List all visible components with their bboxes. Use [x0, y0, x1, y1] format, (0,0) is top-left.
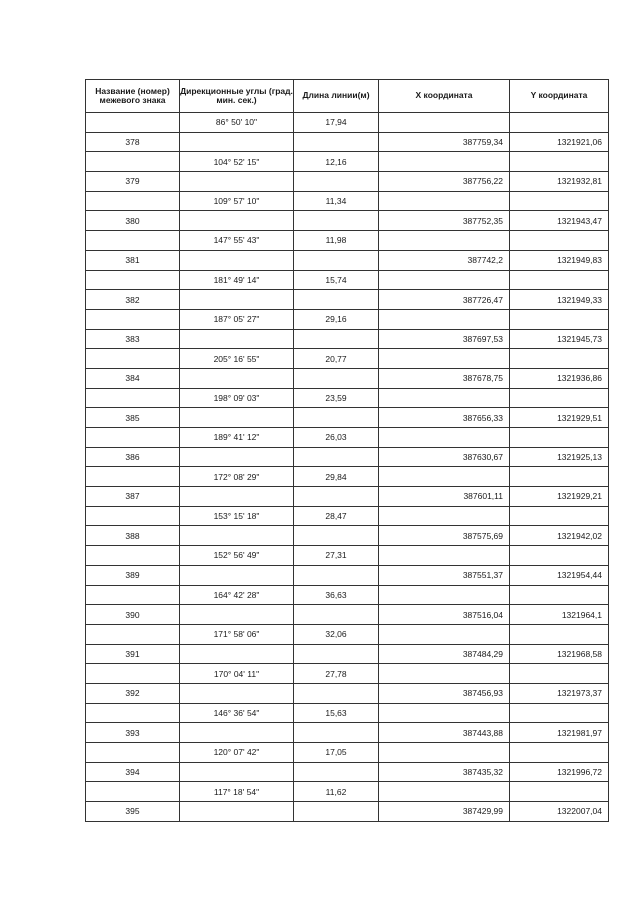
length-cell-empty [294, 487, 379, 507]
directional-angle-cell: 187° 05' 27" [180, 309, 294, 329]
point-name-cell: 386 [86, 447, 180, 467]
y-coordinate-cell-empty [510, 231, 609, 251]
point-name-cell-empty [86, 231, 180, 251]
y-coordinate-cell-empty [510, 624, 609, 644]
table-row-segment [86, 546, 609, 566]
y-coordinate-cell: 1321973,37 [510, 683, 609, 703]
point-name-cell: 392 [86, 683, 180, 703]
x-coordinate-cell: 387630,67 [379, 447, 510, 467]
table-body [86, 113, 609, 822]
y-coordinate-cell-empty [510, 428, 609, 448]
y-coordinate-cell: 1321949,33 [510, 290, 609, 310]
point-name-cell-empty [86, 782, 180, 802]
point-name-cell: 393 [86, 723, 180, 743]
y-coordinate-cell-empty [510, 113, 609, 133]
point-name-cell: 387 [86, 487, 180, 507]
x-coordinate-cell: 387752,35 [379, 211, 510, 231]
y-coordinate-cell: 1321945,73 [510, 329, 609, 349]
x-coordinate-cell: 387601,11 [379, 487, 510, 507]
x-coordinate-cell: 387678,75 [379, 368, 510, 388]
line-length-cell: 29,16 [294, 309, 379, 329]
y-coordinate-cell-empty [510, 664, 609, 684]
y-coordinate-cell: 1321968,58 [510, 644, 609, 664]
table-row-point [86, 802, 609, 822]
y-coordinate-cell: 1321996,72 [510, 762, 609, 782]
x-coordinate-cell-empty [379, 349, 510, 369]
directional-angle-cell: 172° 08' 29" [180, 467, 294, 487]
table-row-point [86, 605, 609, 625]
y-coordinate-cell: 1321921,06 [510, 132, 609, 152]
line-length-cell: 17,05 [294, 743, 379, 763]
table-row-segment [86, 782, 609, 802]
point-name-cell-empty [86, 309, 180, 329]
point-name-cell-empty [86, 467, 180, 487]
directional-angle-cell: 146° 36' 54" [180, 703, 294, 723]
angle-cell-empty [180, 802, 294, 822]
x-coordinate-cell: 387759,34 [379, 132, 510, 152]
line-length-cell: 11,98 [294, 231, 379, 251]
length-cell-empty [294, 644, 379, 664]
x-coordinate-cell-empty [379, 703, 510, 723]
length-cell-empty [294, 290, 379, 310]
point-name-cell: 379 [86, 172, 180, 192]
point-name-cell: 380 [86, 211, 180, 231]
x-coordinate-cell-empty [379, 113, 510, 133]
table-row-segment [86, 388, 609, 408]
point-name-cell-empty [86, 546, 180, 566]
line-length-cell: 29,84 [294, 467, 379, 487]
header-x-coordinate: Х координата [379, 80, 510, 113]
point-name-cell-empty [86, 270, 180, 290]
angle-cell-empty [180, 723, 294, 743]
angle-cell-empty [180, 526, 294, 546]
angle-cell-empty [180, 644, 294, 664]
directional-angle-cell: 117° 18' 54" [180, 782, 294, 802]
directional-angle-cell: 153° 15' 18" [180, 506, 294, 526]
x-coordinate-cell-empty [379, 585, 510, 605]
table-row-segment [86, 585, 609, 605]
x-coordinate-cell: 387756,22 [379, 172, 510, 192]
table-row-point [86, 250, 609, 270]
table-row-point [86, 211, 609, 231]
y-coordinate-cell: 1321949,83 [510, 250, 609, 270]
table-row-segment [86, 743, 609, 763]
directional-angle-cell: 205° 16' 55" [180, 349, 294, 369]
length-cell-empty [294, 723, 379, 743]
table-row-point [86, 329, 609, 349]
directional-angle-cell: 189° 41' 12" [180, 428, 294, 448]
table-row-point [86, 762, 609, 782]
point-name-cell: 394 [86, 762, 180, 782]
length-cell-empty [294, 683, 379, 703]
header-y-coordinate: Y координата [510, 80, 609, 113]
line-length-cell: 12,16 [294, 152, 379, 172]
y-coordinate-cell: 1321942,02 [510, 526, 609, 546]
angle-cell-empty [180, 211, 294, 231]
angle-cell-empty [180, 605, 294, 625]
table-row-segment [86, 467, 609, 487]
length-cell-empty [294, 802, 379, 822]
angle-cell-empty [180, 762, 294, 782]
y-coordinate-cell: 1321954,44 [510, 565, 609, 585]
y-coordinate-cell-empty [510, 270, 609, 290]
directional-angle-cell: 86° 50' 10" [180, 113, 294, 133]
point-name-cell-empty [86, 506, 180, 526]
point-name-cell-empty [86, 152, 180, 172]
point-name-cell: 388 [86, 526, 180, 546]
x-coordinate-cell-empty [379, 467, 510, 487]
point-name-cell-empty [86, 624, 180, 644]
angle-cell-empty [180, 408, 294, 428]
point-name-cell: 378 [86, 132, 180, 152]
table-row-point [86, 683, 609, 703]
point-name-cell: 382 [86, 290, 180, 310]
line-length-cell: 32,06 [294, 624, 379, 644]
angle-cell-empty [180, 132, 294, 152]
line-length-cell: 23,59 [294, 388, 379, 408]
table-row-segment [86, 664, 609, 684]
y-coordinate-cell-empty [510, 506, 609, 526]
table-header-row [86, 80, 609, 113]
angle-cell-empty [180, 447, 294, 467]
line-length-cell: 28,47 [294, 506, 379, 526]
point-name-cell-empty [86, 703, 180, 723]
table-row-segment [86, 113, 609, 133]
line-length-cell: 36,63 [294, 585, 379, 605]
x-coordinate-cell-empty [379, 624, 510, 644]
boundary-coordinates-table [85, 79, 609, 822]
y-coordinate-cell: 1321929,21 [510, 487, 609, 507]
x-coordinate-cell: 387516,04 [379, 605, 510, 625]
point-name-cell-empty [86, 349, 180, 369]
line-length-cell: 11,34 [294, 191, 379, 211]
x-coordinate-cell: 387456,93 [379, 683, 510, 703]
table-row-point [86, 487, 609, 507]
x-coordinate-cell-empty [379, 664, 510, 684]
table-row-segment [86, 270, 609, 290]
x-coordinate-cell: 387435,32 [379, 762, 510, 782]
table-row-point [86, 290, 609, 310]
angle-cell-empty [180, 565, 294, 585]
point-name-cell-empty [86, 743, 180, 763]
point-name-cell-empty [86, 428, 180, 448]
point-name-cell-empty [86, 113, 180, 133]
y-coordinate-cell-empty [510, 467, 609, 487]
point-name-cell: 384 [86, 368, 180, 388]
x-coordinate-cell-empty [379, 309, 510, 329]
table-row-point [86, 565, 609, 585]
x-coordinate-cell-empty [379, 152, 510, 172]
length-cell-empty [294, 447, 379, 467]
table-row-segment [86, 506, 609, 526]
header-line-length: Длина линии(м) [294, 80, 379, 113]
x-coordinate-cell: 387575,69 [379, 526, 510, 546]
table-row-segment [86, 349, 609, 369]
angle-cell-empty [180, 683, 294, 703]
length-cell-empty [294, 172, 379, 192]
table-row-point [86, 526, 609, 546]
y-coordinate-cell: 1321932,81 [510, 172, 609, 192]
y-coordinate-cell: 1322007,04 [510, 802, 609, 822]
x-coordinate-cell-empty [379, 782, 510, 802]
directional-angle-cell: 170° 04' 11" [180, 664, 294, 684]
table-row-segment [86, 624, 609, 644]
y-coordinate-cell-empty [510, 152, 609, 172]
length-cell-empty [294, 368, 379, 388]
x-coordinate-cell: 387656,33 [379, 408, 510, 428]
directional-angle-cell: 120° 07' 42" [180, 743, 294, 763]
point-name-cell: 395 [86, 802, 180, 822]
point-name-cell-empty [86, 388, 180, 408]
line-length-cell: 27,31 [294, 546, 379, 566]
x-coordinate-cell-empty [379, 546, 510, 566]
line-length-cell: 15,63 [294, 703, 379, 723]
angle-cell-empty [180, 487, 294, 507]
y-coordinate-cell: 1321925,13 [510, 447, 609, 467]
y-coordinate-cell-empty [510, 585, 609, 605]
x-coordinate-cell: 387726,47 [379, 290, 510, 310]
table-row-segment [86, 191, 609, 211]
table-row-segment [86, 703, 609, 723]
table-row-point [86, 447, 609, 467]
y-coordinate-cell-empty [510, 782, 609, 802]
directional-angle-cell: 198° 09' 03" [180, 388, 294, 408]
line-length-cell: 17,94 [294, 113, 379, 133]
point-name-cell: 389 [86, 565, 180, 585]
directional-angle-cell: 147° 55' 43" [180, 231, 294, 251]
point-name-cell: 385 [86, 408, 180, 428]
table-row-point [86, 172, 609, 192]
length-cell-empty [294, 250, 379, 270]
x-coordinate-cell-empty [379, 191, 510, 211]
length-cell-empty [294, 132, 379, 152]
y-coordinate-cell-empty [510, 309, 609, 329]
point-name-cell-empty [86, 664, 180, 684]
length-cell-empty [294, 762, 379, 782]
length-cell-empty [294, 565, 379, 585]
x-coordinate-cell: 387484,29 [379, 644, 510, 664]
y-coordinate-cell-empty [510, 703, 609, 723]
length-cell-empty [294, 329, 379, 349]
line-length-cell: 20,77 [294, 349, 379, 369]
table-row-segment [86, 231, 609, 251]
table-row-point [86, 644, 609, 664]
header-point-name: Название (номер) межевого знака [86, 80, 180, 113]
table-row-segment [86, 309, 609, 329]
x-coordinate-cell: 387443,88 [379, 723, 510, 743]
x-coordinate-cell: 387429,99 [379, 802, 510, 822]
y-coordinate-cell: 1321936,86 [510, 368, 609, 388]
length-cell-empty [294, 211, 379, 231]
point-name-cell: 381 [86, 250, 180, 270]
y-coordinate-cell: 1321981,97 [510, 723, 609, 743]
directional-angle-cell: 171° 58' 06" [180, 624, 294, 644]
point-name-cell: 390 [86, 605, 180, 625]
length-cell-empty [294, 605, 379, 625]
x-coordinate-cell: 387551,37 [379, 565, 510, 585]
length-cell-empty [294, 526, 379, 546]
y-coordinate-cell-empty [510, 388, 609, 408]
directional-angle-cell: 109° 57' 10" [180, 191, 294, 211]
table-row-point [86, 408, 609, 428]
x-coordinate-cell-empty [379, 743, 510, 763]
directional-angle-cell: 164° 42' 28" [180, 585, 294, 605]
table-row-segment [86, 152, 609, 172]
y-coordinate-cell-empty [510, 349, 609, 369]
angle-cell-empty [180, 290, 294, 310]
y-coordinate-cell: 1321964,1 [510, 605, 609, 625]
angle-cell-empty [180, 329, 294, 349]
table-row-point [86, 132, 609, 152]
directional-angle-cell: 152° 56' 49" [180, 546, 294, 566]
y-coordinate-cell-empty [510, 743, 609, 763]
line-length-cell: 11,62 [294, 782, 379, 802]
point-name-cell-empty [86, 191, 180, 211]
y-coordinate-cell-empty [510, 546, 609, 566]
point-name-cell: 391 [86, 644, 180, 664]
y-coordinate-cell: 1321943,47 [510, 211, 609, 231]
x-coordinate-cell-empty [379, 506, 510, 526]
table-row-point [86, 368, 609, 388]
header-directional-angles: Дирекционные углы (град. мин. сек.) [180, 80, 294, 113]
table-row-point [86, 723, 609, 743]
table-row-segment [86, 428, 609, 448]
y-coordinate-cell: 1321929,51 [510, 408, 609, 428]
directional-angle-cell: 104° 52' 15" [180, 152, 294, 172]
angle-cell-empty [180, 250, 294, 270]
line-length-cell: 15,74 [294, 270, 379, 290]
x-coordinate-cell-empty [379, 231, 510, 251]
x-coordinate-cell-empty [379, 388, 510, 408]
line-length-cell: 27,78 [294, 664, 379, 684]
x-coordinate-cell: 387697,53 [379, 329, 510, 349]
point-name-cell: 383 [86, 329, 180, 349]
y-coordinate-cell-empty [510, 191, 609, 211]
length-cell-empty [294, 408, 379, 428]
angle-cell-empty [180, 368, 294, 388]
x-coordinate-cell: 387742,2 [379, 250, 510, 270]
x-coordinate-cell-empty [379, 428, 510, 448]
point-name-cell-empty [86, 585, 180, 605]
directional-angle-cell: 181° 49' 14" [180, 270, 294, 290]
angle-cell-empty [180, 172, 294, 192]
line-length-cell: 26,03 [294, 428, 379, 448]
x-coordinate-cell-empty [379, 270, 510, 290]
